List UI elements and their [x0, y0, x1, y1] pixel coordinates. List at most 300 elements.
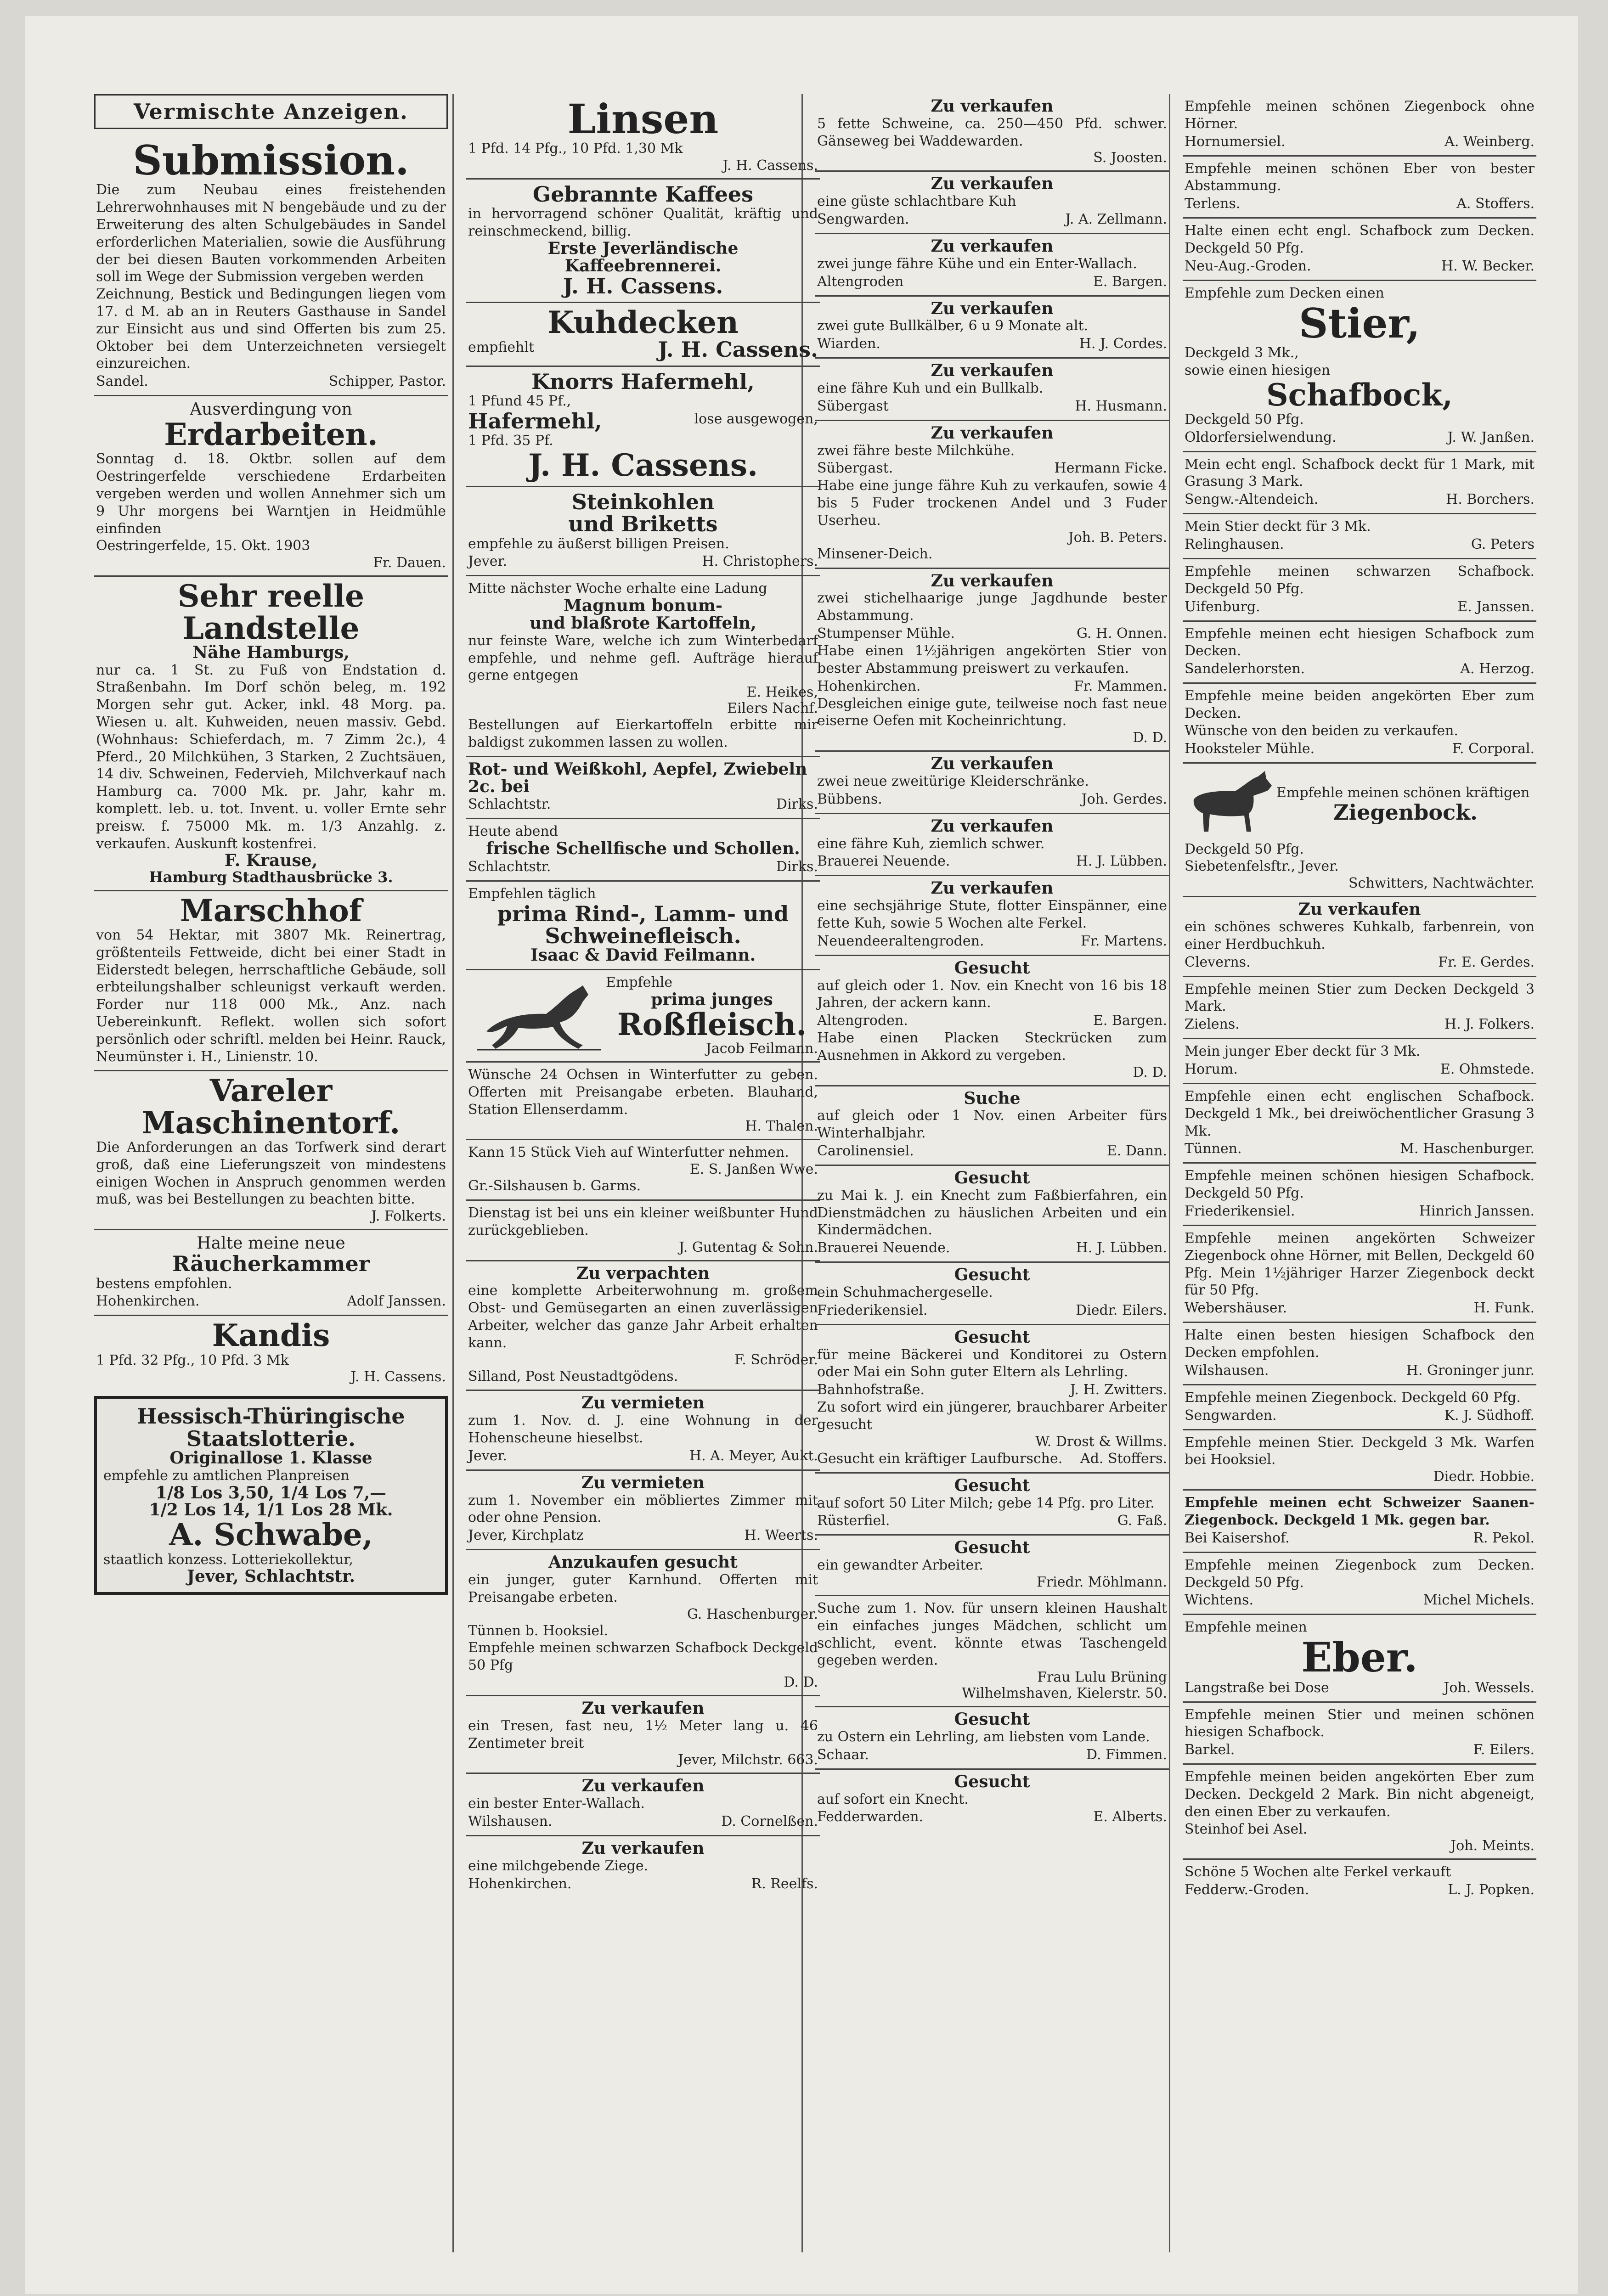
ad-signature: Ad. Stoffers.: [1080, 1450, 1167, 1467]
ad-kartoffeln: [466, 576, 820, 757]
ad-place: Stumpenser Mühle.: [817, 625, 955, 642]
ad-body: Empfehle meinen schönen Eber von bester Abstammung.: [1185, 160, 1535, 194]
ad-signature: E. Janssen.: [1457, 598, 1535, 615]
ad-item: [815, 569, 1169, 752]
ad-body: eine sechsjährige Stute, flotter Einspänner, eine fette Kuh, sowie 5 Wochen alte Ferkel.: [817, 898, 1167, 931]
ad-body: 1 Pfd. 35 Pf.: [468, 432, 553, 449]
ad-signature: D. Cornelßen.: [721, 1813, 818, 1829]
ad-signature: Friedr. Möhlmann.: [1036, 1574, 1167, 1591]
ad-signature: Joh. B. Peters.: [1068, 529, 1167, 546]
ad-place: Friederikensiel.: [817, 1302, 928, 1318]
ad-signature: H. Weerts.: [744, 1527, 818, 1544]
ad-signature: Michel Michels.: [1423, 1592, 1535, 1609]
ad-title: Zu verkaufen: [931, 174, 1054, 194]
ad-body: eine güste schlachtbare Kuh: [817, 193, 1016, 210]
ad-signature: R. Pekol.: [1473, 1530, 1535, 1546]
ad-body: Empfehle meinen schwarzen Schafbock. Deckgeld 50 Pfg.: [1185, 563, 1535, 597]
ad-item: [815, 172, 1169, 234]
ad-title: Ziegenbock.: [1333, 800, 1478, 825]
ad-signature: Fr. Dauen.: [373, 555, 446, 571]
ad-body: Habe einen Placken Steckrücken zum Ausnehmen in Akkord zu vergeben.: [817, 1030, 1167, 1064]
ad-body: ein Tresen, fast neu, 1½ Meter lang u. 46 Zentimeter breit: [468, 1717, 818, 1751]
ad-price: 1/8 Los 3,50, 1/4 Los 7,—: [155, 1483, 387, 1503]
ad-body: Empfehle meinen echt Schweizer Saanen-Ziegenbock. Deckgeld 1 Mk. gegen bar.: [1185, 1495, 1535, 1528]
ad-signature: F. Schröder.: [734, 1351, 818, 1368]
ad-item: [1183, 684, 1536, 763]
ad-signature: F. Krause,: [224, 851, 318, 871]
ad-place: Carolinensiel.: [817, 1143, 914, 1159]
ad-signature: R. Reelfs.: [751, 1875, 818, 1892]
ad-title: Sehr reelle Landstelle: [177, 578, 365, 646]
ad-submission: [94, 135, 448, 396]
ad-signature: J. H. Cassens.: [350, 1369, 446, 1385]
ad-stier: [1183, 281, 1536, 452]
ad-raeucherkammer: [94, 1230, 448, 1316]
ad-body: nur feinste Ware, welche ich zum Winterbedarf empfehle, und nehme gefl. Aufträge hierauf gerne entgegen: [468, 632, 818, 684]
ad-signature: E. Alberts.: [1093, 1809, 1167, 1825]
ad-item: [1183, 1385, 1536, 1430]
ad-signature: Joh. Wessels.: [1444, 1679, 1535, 1696]
ad-place: Sengwarden.: [817, 211, 909, 227]
ad-body: Deckgeld 3 Mk.,: [1185, 344, 1299, 361]
ad-place: Bei Kaisershof.: [1185, 1530, 1290, 1546]
ad-body: Dienstag ist bei uns ein kleiner weißbunter Hund zurückgeblieben.: [468, 1205, 818, 1238]
ad-signature: H. Funk.: [1473, 1300, 1535, 1317]
ad-signature: Schipper, Pastor.: [328, 373, 446, 390]
ad-place: Schlachtstr.: [468, 859, 551, 875]
ad-body: Suche zum 1. Nov. für unsern kleinen Haushalt ein einfaches junges Mädchen, schlicht um schlicht, event. könnte etwas Taschengeld gegeben werden.: [817, 1600, 1167, 1669]
ad-signature: J. Folkerts.: [371, 1208, 446, 1225]
ad-body: zwei junge fähre Kühe und ein Enter-Wallach.: [817, 255, 1137, 272]
ad-body: Mein Stier deckt für 3 Mk.: [1185, 518, 1371, 535]
ad-body: auf sofort ein Knecht.: [817, 1791, 969, 1807]
ad-place: Fedderw.-Groden.: [1185, 1882, 1309, 1898]
ad-place: Tünnen.: [1185, 1141, 1242, 1157]
ad-title: Erdarbeiten.: [164, 416, 378, 453]
ad-signature: Hermann Ficke.: [1054, 460, 1167, 477]
ad-title: Zu vermieten: [581, 1393, 705, 1413]
ad-body: ein junger, guter Karnhund. Offerten mit Preisangabe erbeten.: [468, 1572, 818, 1605]
ad-place: Siebetenfelsftr., Jever.: [1185, 858, 1339, 875]
ad-marschhof: [94, 891, 448, 1072]
ad-place: Hohenkirchen.: [817, 678, 921, 694]
ad-body: zwei fähre beste Milchkühe.: [817, 442, 1015, 459]
ad-body: 1 Pfd. 14 Pfg., 10 Pfd. 1,30 Mk: [468, 141, 683, 157]
ad-vermieten-2: [466, 1471, 820, 1550]
ad-place: Horum.: [1185, 1061, 1238, 1077]
ad-signature: Adolf Janssen.: [347, 1293, 446, 1310]
ad-item: [815, 1474, 1169, 1536]
ad-body: Desgleichen einige gute, teilweise noch fast neue eiserne Oefen mit Kocheinrichtung.: [817, 695, 1167, 729]
ad-body: Wünsche von den beiden zu verkaufen.: [1185, 722, 1458, 739]
ad-title: Suche: [964, 1088, 1021, 1108]
ad-signature: Jever, Milchstr. 663.: [678, 1752, 818, 1768]
ad-body: Empfehle meinen Ziegenbock zum Decken. Deckgeld 50 Pfg.: [1185, 1557, 1535, 1591]
ad-body: Deckgeld 50 Pfg.: [1185, 841, 1304, 857]
ad-signature: Joh. Meints.: [1450, 1838, 1535, 1854]
ad-heading: Hafermehl,: [468, 408, 602, 433]
ad-ziege: [466, 1836, 820, 1897]
ad-title: und Briketts: [568, 512, 718, 537]
ad-title: Zu verkaufen: [931, 298, 1054, 318]
ad-ochsen: [466, 1063, 820, 1140]
ad-body: zum 1. Nov. d. J. eine Wohnung in der Hohenscheune hieselbst.: [468, 1412, 818, 1446]
ad-body: Empfehle meinen schönen Ziegenbock ohne Hörner.: [1185, 98, 1535, 132]
ad-item: [1183, 897, 1536, 977]
ad-signature: D. Fimmen.: [1086, 1746, 1167, 1763]
ad-place: Wiarden.: [817, 336, 880, 352]
ad-place: Neu-Aug.-Groden.: [1185, 258, 1311, 274]
ad-body: bestens empfohlen.: [96, 1275, 232, 1292]
ad-signature: E. Dann.: [1106, 1143, 1167, 1159]
ad-item: [1183, 1226, 1536, 1323]
ad-place: Brauerei Neuende.: [817, 853, 950, 870]
ad-signature: H. J. Lübben.: [1076, 853, 1167, 870]
column-4: [1183, 94, 1536, 2252]
ad-title: Staatslotterie.: [186, 1426, 356, 1451]
ad-pretitle: Empfehle meinen: [1185, 1619, 1307, 1636]
ad-signature: J. W. Janßen.: [1447, 429, 1535, 445]
ad-place: Cleverns.: [1185, 954, 1251, 970]
ad-tresen: [466, 1696, 820, 1774]
ad-item: [815, 1707, 1169, 1770]
ad-signature: Jacob Feilmann.: [705, 1041, 818, 1057]
ad-place: Hooksteler Mühle.: [1185, 740, 1315, 757]
ad-place: Uifenburg.: [1185, 598, 1260, 615]
ad-kuhdecken: [466, 303, 820, 367]
ad-item: [1183, 514, 1536, 559]
ad-place: Brauerei Neuende.: [817, 1240, 950, 1256]
ad-body: Empfehle einen echt englischen Schafbock. Deckgeld 1 Mk., bei dreiwöchentlicher Grasung 3 Mk.: [1185, 1088, 1535, 1139]
ad-signature: Hinrich Janssen.: [1419, 1203, 1535, 1219]
ad-body: eine milchgebende Ziege.: [468, 1857, 649, 1874]
ad-item: [815, 1325, 1169, 1474]
ad-item: [1183, 1860, 1536, 1903]
ad-body: auf sofort 50 Liter Milch; gebe 14 Pfg. pro Liter.: [817, 1495, 1155, 1511]
ad-title: Zu verkaufen: [581, 1776, 705, 1796]
ad-title: frische Schellfische und Schollen.: [486, 839, 800, 859]
ad-item: [1183, 1430, 1536, 1491]
ad-signature: G. Faß.: [1117, 1513, 1167, 1529]
ad-body: Schöne 5 Wochen alte Ferkel verkauft: [1185, 1864, 1451, 1880]
ad-signature: D. D.: [784, 1674, 818, 1690]
ad-body: zwei stichelhaarige junge Jagdhunde bester Abstammung.: [817, 590, 1167, 624]
ad-item: [1183, 1323, 1536, 1385]
ad-signature: A. Stoffers.: [1456, 196, 1535, 212]
ad-place: Wilshausen.: [1185, 1362, 1269, 1379]
ad-title: Zu vermieten: [581, 1473, 705, 1492]
ad-title: Eber.: [1301, 1633, 1418, 1682]
ad-body: Bestellungen auf Eierkartoffeln erbitte mir baldigst zukommen lassen zu wollen.: [468, 717, 818, 751]
ad-ankauf: [466, 1550, 820, 1696]
ad-body: zwei neue zweitürige Kleiderschränke.: [817, 773, 1089, 789]
ad-place: Sübergast.: [817, 460, 893, 477]
ad-item: [815, 1536, 1169, 1596]
ad-title: Gesucht: [954, 1538, 1030, 1558]
ad-signature: H. Thalen.: [745, 1118, 818, 1135]
ad-title: Hessisch-Thüringische: [137, 1404, 405, 1429]
ad-signature: E. Heikes,: [746, 684, 818, 701]
ad-signature: H. Christophers.: [702, 553, 818, 570]
ad-signature: E. Ohmstede.: [1440, 1061, 1535, 1077]
ad-body: eine fähre Kuh und ein Bullkalb.: [817, 380, 1044, 396]
ad-body: Empfehle meine beiden angekörten Eber zum Decken.: [1185, 688, 1535, 722]
ad-signature: H. Husmann.: [1075, 398, 1167, 414]
ad-vieh: [466, 1140, 820, 1201]
ad-signature: J. H. Cassens.: [563, 273, 723, 298]
ad-place: Sandel.: [96, 373, 148, 390]
ad-signature: J. Gutentag & Sohn.: [679, 1239, 818, 1255]
ad-body: für meine Bäckerei und Konditorei zu Ostern oder Mai ein Sohn guter Eltern als Lehrling.: [817, 1346, 1167, 1380]
ad-subtitle: Originallose 1. Klasse: [169, 1448, 372, 1468]
ad-body: Empfehle meinen Stier zum Decken Deckgeld 3 Mark.: [1185, 981, 1535, 1015]
ad-item: [815, 1166, 1169, 1263]
ad-signature: W. Drost & Willms.: [1035, 1433, 1167, 1450]
ad-rindfleisch: [466, 882, 820, 970]
ad-hund: [466, 1201, 820, 1261]
ad-signature: Dirks.: [776, 859, 818, 875]
ad-title: Zu verpachten: [576, 1263, 710, 1283]
ad-signature: Fr. Martens.: [1081, 933, 1167, 949]
ad-signature: Diedr. Hobbie.: [1433, 1469, 1535, 1485]
ad-fische: [466, 819, 820, 882]
ad-body: Halte einen echt engl. Schafbock zum Decken. Deckgeld 50 Pfg.: [1185, 223, 1535, 256]
ad-signature: M. Haschenburger.: [1400, 1141, 1535, 1157]
ad-linsen: [466, 94, 820, 180]
ad-body: Mein echt engl. Schafbock deckt für 1 Mark, mit Grasung 3 Mark.: [1185, 456, 1535, 490]
ad-body: in hervorragend schöner Qualität, kräftig und reinschmeckend, billig.: [468, 206, 818, 240]
ad-place: Wichtens.: [1185, 1592, 1254, 1609]
ad-eber: [1183, 1615, 1536, 1702]
ad-signature: H. A. Meyer, Aukt.: [689, 1447, 818, 1464]
ad-title: Zu verkaufen: [931, 754, 1054, 774]
ad-body: ein bester Enter-Wallach.: [468, 1795, 645, 1812]
ad-address: Hamburg Stadthausbrücke 3.: [149, 868, 393, 886]
ad-subtitle: Nähe Hamburgs,: [192, 642, 350, 662]
ad-title: Maschinentorf.: [141, 1104, 401, 1141]
ad-item: [815, 1263, 1169, 1325]
ad-signature: E. Bargen.: [1093, 273, 1167, 290]
ad-price: 1/2 Los 14, 1/1 Los 28 Mk.: [149, 1500, 393, 1520]
ad-title: prima Rind-, Lamm- und Schweinefleisch.: [497, 901, 789, 949]
ad-body: Habe einen 1½jährigen angekörten Stier von bester Abstammung preiswert zu verkaufen.: [817, 642, 1167, 676]
ad-body: Zeichnung, Bestick und Bedingungen liegen vom 17. d M. ab an in Reuters Gasthause in Sandel zur Einsicht aus und sind Offerten bis zum 25. Oktober bei dem Unterzeichneten versiegelt einzureichen.: [96, 286, 446, 372]
ad-signature: J. H. Cassens.: [658, 337, 818, 362]
ad-body: zu Mai k. J. ein Knecht zum Faßbierfahren, ein Dienstmädchen zu häuslichen Arbeiten und ein Kindermädchen.: [817, 1187, 1167, 1238]
ad-signature: Diedr. Eilers.: [1076, 1302, 1167, 1318]
ad-title: Zu verkaufen: [581, 1838, 705, 1858]
ad-kaffee: [466, 180, 820, 303]
ad-signature: A. Herzog.: [1460, 661, 1535, 677]
ad-title: Gesucht: [954, 1772, 1030, 1791]
ad-signature: H. J. Folkers.: [1444, 1016, 1535, 1033]
ad-signature: F. Eilers.: [1473, 1742, 1535, 1758]
ad-kohl: [466, 757, 820, 820]
ad-signature: H. J. Lübben.: [1076, 1240, 1167, 1256]
ad-item: [1183, 559, 1536, 622]
ad-title: Schafbock,: [1266, 377, 1453, 413]
ad-body: Die Anforderungen an das Torfwerk sind derart groß, daß eine Lieferungszeit von mindestens einigen Wochen in Anspruch genommen werden muß, was bei Bestellungen zu beachten bitte.: [96, 1139, 446, 1208]
ad-title: Gesucht: [954, 1265, 1030, 1285]
ad-body: ein Schuhmachergeselle.: [817, 1284, 993, 1301]
ad-title: Gesucht: [954, 1475, 1030, 1495]
ad-place: Tünnen b. Hooksiel.: [468, 1622, 609, 1639]
ad-place: Minsener-Deich.: [817, 546, 933, 562]
ad-item: [1183, 977, 1536, 1040]
ad-subtitle: prima junges: [651, 990, 773, 1009]
ad-body: Die zum Neubau eines freistehenden Lehrerwohnhauses mit N bengebäude und zu der Erweiterung des alten Schulgebäudes in Sandel erforderlichen Materialien, sowie die Ausführung der bei diesen Bauten vorkommenden Arbeiten soll im Wege der Submission vergeben werden: [96, 182, 446, 285]
ad-place: Barkel.: [1185, 1742, 1235, 1758]
ad-lotterie: [94, 1396, 448, 1595]
ad-place: Gr.-Silshausen b. Garms.: [468, 1178, 641, 1194]
ad-signature: G. Peters: [1471, 536, 1535, 553]
ad-title: Submission.: [133, 136, 409, 184]
ad-item: [815, 421, 1169, 569]
ad-place: Silland, Post Neustadtgödens.: [468, 1368, 678, 1384]
ad-place: Oldorfersielwendung.: [1185, 429, 1337, 445]
column-rule: [1169, 94, 1170, 2252]
ad-signature: Frau Lulu Brüning: [1037, 1669, 1167, 1686]
ad-item: [815, 1086, 1169, 1166]
ad-signature: H. W. Becker.: [1441, 258, 1535, 274]
ad-item: [815, 359, 1169, 421]
ad-pretitle: Empfehlen täglich: [468, 886, 596, 902]
ad-pretitle: Empfehle zum Decken einen: [1185, 285, 1384, 301]
ad-body: Empfehle meinen Stier und meinen schönen hiesigen Schafbock.: [1185, 1706, 1535, 1740]
ad-hafermehl: [466, 367, 820, 487]
ad-body: auf gleich oder 1. Nov. ein Knecht von 16 bis 18 Jahren, der ackern kann.: [817, 977, 1167, 1011]
ad-kandis: [94, 1316, 448, 1390]
ad-item: [1183, 1164, 1536, 1226]
ad-body: nur ca. 1 St. zu Fuß von Endstation d. Straßenbahn. Im Dorf schön beleg, m. 192 Morgen sehr gut. Acker, inkl. 48 Morg. pa. Wiesen u. alt. Kuhweiden, neuen massiv. Gebd. (Wohnhaus: Schieferdach, m. 7 Zimm 2c.), 4 Pferd., 20 Milchkühen, 3 Starken, 2 Zuchtsäuen, 14 div. Schweinen, Federvieh, Milchverkauf nach Hamburg ca. 7000 Mk. pr. Jahr, kahr m. komplett. leb. u. tot. Invent. u. voller Ernte sehr preisw. f. 75000 Mk. m. 1/3 Anzahlg. z. verkaufen. Auskunft kostenfrei.: [96, 662, 446, 852]
ad-title: Stier,: [1298, 299, 1421, 347]
ad-item: [1183, 219, 1536, 281]
ad-item: [815, 234, 1169, 297]
column-3: [815, 94, 1169, 2252]
ad-place: Sengw.-Altendeich.: [1185, 491, 1319, 508]
ad-body: 1 Pfd. 32 Pfg., 10 Pfd. 3 Mk: [96, 1352, 289, 1368]
ad-signature: E. Bargen.: [1093, 1013, 1167, 1029]
ad-title: Linsen: [567, 95, 719, 143]
ad-item: [1183, 1553, 1536, 1615]
ad-body: Empfehle meinen Ziegenbock. Deckgeld 60 Pfg.: [1185, 1389, 1521, 1406]
newspaper-page: [25, 16, 1578, 2294]
ad-signature: F. Corporal.: [1452, 740, 1535, 757]
ad-signature: A. Schwabe,: [169, 1517, 373, 1553]
ad-body: ein gewandter Arbeiter.: [817, 1557, 983, 1574]
ad-place: Rüsterfiel.: [817, 1513, 890, 1529]
ad-item: [815, 814, 1169, 877]
ad-title: Rot- und Weißkohl, Aepfel, Zwiebeln 2c. bei: [468, 759, 807, 796]
ad-title: Zu verkaufen: [581, 1699, 705, 1718]
ad-pretitle: Halte meine neue: [197, 1234, 345, 1253]
ad-place: Relinghausen.: [1185, 536, 1284, 553]
column-1: [94, 94, 448, 2252]
ad-signature: H. Groninger junr.: [1406, 1362, 1535, 1379]
ad-body: 1 Pfund 45 Pf.,: [468, 393, 571, 409]
ad-signature: Dirks.: [776, 796, 818, 813]
ad-title: Zu verkaufen: [931, 96, 1054, 116]
ad-item: [1183, 452, 1536, 515]
horse-illustration: [468, 976, 606, 1054]
ad-firm: Erste Jeverländische Kaffeebrennerei.: [547, 239, 739, 276]
ad-heading: und blaßrote Kartoffeln,: [530, 613, 756, 633]
ad-body: von 54 Hektar, mit 3807 Mk. Reinertrag, größtenteils Fettweide, dicht bei einer Stadt in Eiderstedt belegen, herrschaftliche Gebäude, soll erbteilungshalber schleunigst verkauft werden. Forder nur 118 000 Mk., Anz. nach Uebereinkunft. Reflekt. wollen sich sofort persönlich oder schriftl. melden bei Heinr. Rauck, Neumünster i. H., Linienstr. 10.: [96, 927, 446, 1065]
ad-signature: E. S. Janßen Wwe.: [689, 1161, 818, 1178]
ad-title: Knorrs Hafermehl,: [531, 369, 755, 394]
ad-body: Empfehle meinen echt hiesigen Schafbock zum Decken.: [1185, 625, 1535, 659]
ad-signature: G. Haschenburger.: [687, 1606, 818, 1622]
ad-maschinentorf: [94, 1071, 448, 1230]
ad-place: Wilhelmshaven, Kielerstr. 50.: [961, 1685, 1167, 1702]
ad-title: Gesucht: [954, 1710, 1030, 1729]
ad-body: zwei gute Bullkälber, 6 u 9 Monate alt.: [817, 318, 1089, 334]
ad-title: Vareler: [209, 1073, 333, 1109]
ad-title: Kuhdecken: [547, 304, 739, 340]
ad-body: ein schönes schweres Kuhkalb, farbenrein, von einer Herdbuchkuh.: [1185, 919, 1535, 952]
column-rule: [452, 94, 454, 2252]
ad-item: [815, 956, 1169, 1086]
ad-body: empfehle zu äußerst billigen Preisen.: [468, 535, 729, 552]
ad-title: Gesucht: [954, 1327, 1030, 1347]
ad-signature: D. D.: [1133, 730, 1167, 746]
ad-place: Jever, Kirchplatz: [468, 1527, 584, 1544]
ad-body: zu Ostern ein Lehrling, am liebsten vom Lande.: [817, 1729, 1150, 1745]
ad-item: [1183, 1491, 1536, 1553]
ad-place: Hornumersiel.: [1185, 133, 1286, 150]
ad-place: Sengwarden.: [1185, 1407, 1277, 1424]
ad-signature: J. H. Zwitters.: [1070, 1382, 1167, 1398]
ad-body: Deckgeld 50 Pfg.: [1185, 411, 1304, 428]
ad-title: Roßfleisch.: [617, 1006, 807, 1042]
ad-title: Gebrannte Kaffees: [532, 182, 754, 207]
ad-heading: Magnum bonum-: [564, 596, 722, 616]
ad-body: Wünsche 24 Ochsen in Winterfutter zu geben. Offerten mit Preisangabe erbeten. Blauhand, Station Ellenserdamm.: [468, 1067, 818, 1118]
ad-place: Terlens.: [1185, 196, 1241, 212]
ad-body: Gesucht ein kräftiger Laufbursche.: [817, 1450, 1063, 1467]
ad-place: Hohenkirchen.: [468, 1875, 572, 1892]
ad-item: [815, 752, 1169, 814]
ad-body: Empfehle meinen schönen hiesigen Schafbock. Deckgeld 50 Pfg.: [1185, 1168, 1535, 1202]
ad-item: [815, 94, 1169, 172]
ad-item: [815, 1596, 1169, 1707]
ad-body: Mein junger Eber deckt für 3 Mk.: [1185, 1043, 1421, 1060]
ad-title: Anzukaufen gesucht: [548, 1553, 738, 1572]
ad-signature: H. J. Cordes.: [1079, 336, 1167, 352]
ad-place: Friederikensiel.: [1185, 1203, 1295, 1219]
ad-address: Jever, Schlachtstr.: [186, 1567, 355, 1587]
ad-signature: Schwitters, Nachtwächter.: [1348, 875, 1535, 892]
ad-place: Zielens.: [1185, 1016, 1240, 1033]
ad-body: staatlich konzess. Lotteriekollektur,: [103, 1551, 353, 1568]
ad-pretitle: Heute abend: [468, 823, 558, 840]
section-title: Vermischte Anzeigen.: [94, 94, 448, 129]
ad-body: Halte einen besten hiesigen Schafbock den Decken empfohlen.: [1185, 1327, 1535, 1361]
ad-body: Habe eine junge fähre Kuh zu verkaufen, sowie 4 bis 5 Fuder trockenen Andel und 3 Fuder Userheu.: [817, 478, 1167, 529]
ad-landstelle: [94, 577, 448, 891]
ad-title: Steinkohlen: [571, 490, 715, 515]
ad-vermieten-1: [466, 1391, 820, 1470]
ad-item: [815, 1770, 1169, 1831]
ad-place: Altengroden.: [817, 1013, 908, 1029]
ad-body: Empfehle meinen beiden angekörten Eber zum Decken. Deckgeld 2 Mark. Bin nicht abgeneigt, den einen Eber zu verkaufen.: [1185, 1769, 1535, 1820]
ad-item: [1183, 1703, 1536, 1765]
ad-body: Zu sofort wird ein jüngerer, brauchbarer Arbeiter gesucht: [817, 1399, 1167, 1433]
ad-item: [1183, 1039, 1536, 1084]
ad-place: Altengroden: [817, 273, 904, 290]
ad-signature: Fr. Mammen.: [1073, 678, 1167, 694]
ad-item: [1183, 622, 1536, 684]
